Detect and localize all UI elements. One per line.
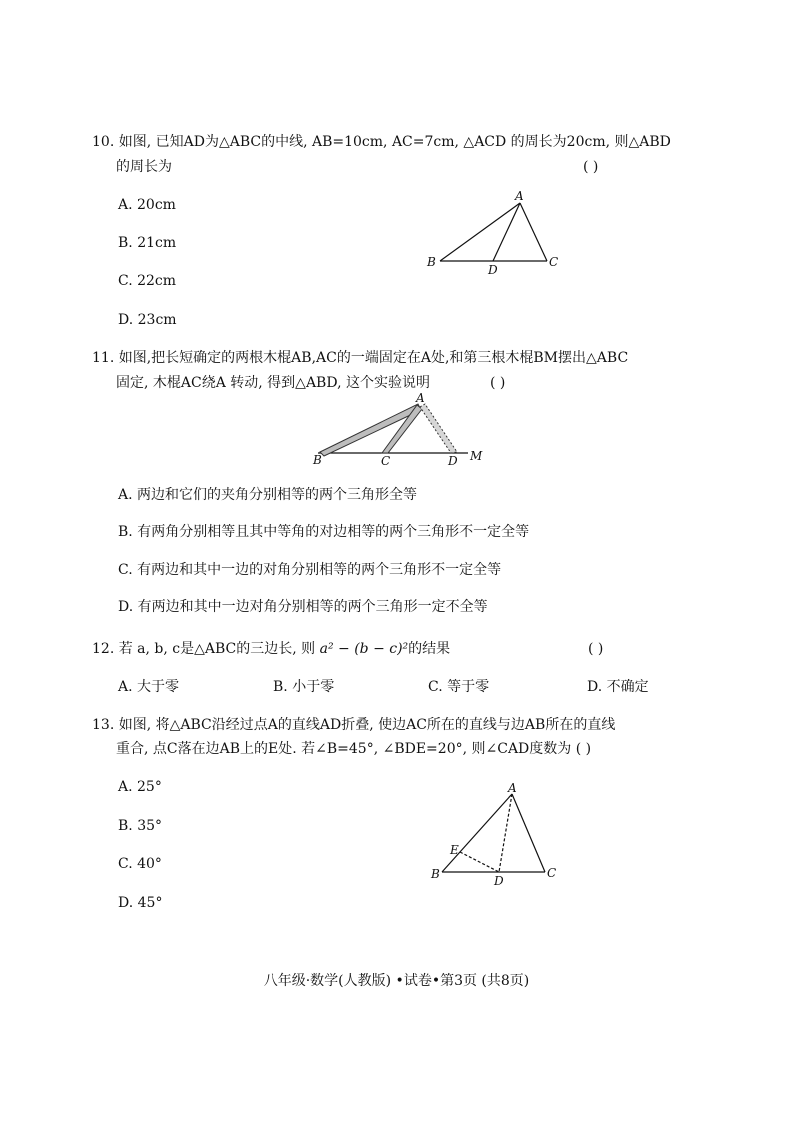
q10-option-c: C. 22cm bbox=[118, 273, 177, 289]
q10-label-a: A bbox=[515, 189, 524, 203]
q13-fold-figure bbox=[428, 780, 568, 890]
q12-stem bbox=[92, 640, 450, 658]
q10-stem-line2: 的周长为 bbox=[116, 159, 172, 175]
q11-label-a: A bbox=[416, 391, 425, 405]
q10-label-d: D bbox=[488, 263, 498, 277]
q11-sticks-figure bbox=[308, 390, 488, 468]
q13-label-d: D bbox=[494, 874, 504, 888]
q11-stem-line1: 11. 如图,把长短确定的两根木棍AB,AC的一端固定在A处,和第三根木棍BM摆出△ABC bbox=[92, 350, 629, 366]
q13-stem-line2: 重合, 点C落在边AB上的E处. 若∠B=45°, ∠BDE=20°, 则∠CAD度数为 ( ) bbox=[116, 741, 592, 757]
q13-option-b: B. 35° bbox=[118, 818, 163, 834]
q12-expression: a² − (b − c)² bbox=[319, 641, 409, 657]
q11-option-d: D. 有两边和其中一边对角分别相等的两个三角形一定不全等 bbox=[118, 599, 488, 615]
q13-edge-ac bbox=[512, 794, 545, 872]
q10-triangle-figure bbox=[420, 188, 570, 278]
q10-label-c: C bbox=[549, 255, 559, 269]
q11-option-b: B. 有两角分别相等且其中等角的对边相等的两个三角形不一定全等 bbox=[118, 524, 530, 540]
q12-answer-bracket: ( ) bbox=[588, 641, 604, 657]
q12-option-c: C. 等于零 bbox=[428, 679, 490, 695]
q11-label-m: M bbox=[470, 449, 483, 463]
q13-label-e: E bbox=[450, 843, 459, 857]
q12-option-a: A. 大于零 bbox=[118, 679, 180, 695]
q11-label-c: C bbox=[381, 454, 391, 468]
q13-stem-line1: 13. 如图, 将△ABC沿经过点A的直线AD折叠, 使边AC所在的直线与边AB所在的直线 bbox=[92, 717, 616, 733]
q11-stick-ad-rotated bbox=[420, 404, 457, 453]
q11-label-d: D bbox=[448, 454, 458, 468]
q12-option-d: D. 不确定 bbox=[587, 679, 649, 695]
q13-label-c: C bbox=[547, 866, 557, 880]
q13-label-a: A bbox=[508, 781, 517, 795]
q13-option-d: D. 45° bbox=[118, 895, 163, 911]
q10-option-b: B. 21cm bbox=[118, 235, 177, 251]
q10-median-ad bbox=[493, 203, 520, 261]
q11-option-c: C. 有两边和其中一边的对角分别相等的两个三角形不一定全等 bbox=[118, 562, 502, 578]
q13-segment-de bbox=[460, 852, 499, 872]
q10-answer-bracket: ( ) bbox=[583, 159, 599, 175]
q12-stem-suffix: 的结果 bbox=[408, 641, 451, 657]
q10-option-a: A. 20cm bbox=[118, 197, 176, 213]
q10-stem-line1: 10. 如图, 已知AD为△ABC的中线, AB=10cm, AC=7cm, △ACD 的周长为20cm, 则△ABD bbox=[92, 134, 671, 150]
q10-edge-ab bbox=[440, 203, 520, 261]
q13-option-a: A. 25° bbox=[118, 779, 162, 795]
page-footer: 八年级·数学(人教版) •试卷•第3页 (共8页) bbox=[263, 973, 530, 989]
q11-stem-line2: 固定, 木棍AC绕A 转动, 得到△ABD, 这个实验说明 bbox=[116, 375, 430, 391]
q11-answer-bracket: ( ) bbox=[490, 375, 506, 391]
q10-option-d: D. 23cm bbox=[118, 312, 177, 328]
q10-label-b: B bbox=[427, 255, 436, 269]
q11-option-a: A. 两边和它们的夹角分别相等的两个三角形全等 bbox=[118, 487, 418, 503]
q10-edge-ac bbox=[520, 203, 547, 261]
q12-stem-prefix: 12. 若 a, b, c是△ABC的三边长, 则 bbox=[92, 641, 316, 657]
q12-option-b: B. 小于零 bbox=[273, 679, 335, 695]
q13-option-c: C. 40° bbox=[118, 856, 162, 872]
q13-label-b: B bbox=[431, 867, 440, 881]
q11-label-b: B bbox=[313, 453, 322, 467]
